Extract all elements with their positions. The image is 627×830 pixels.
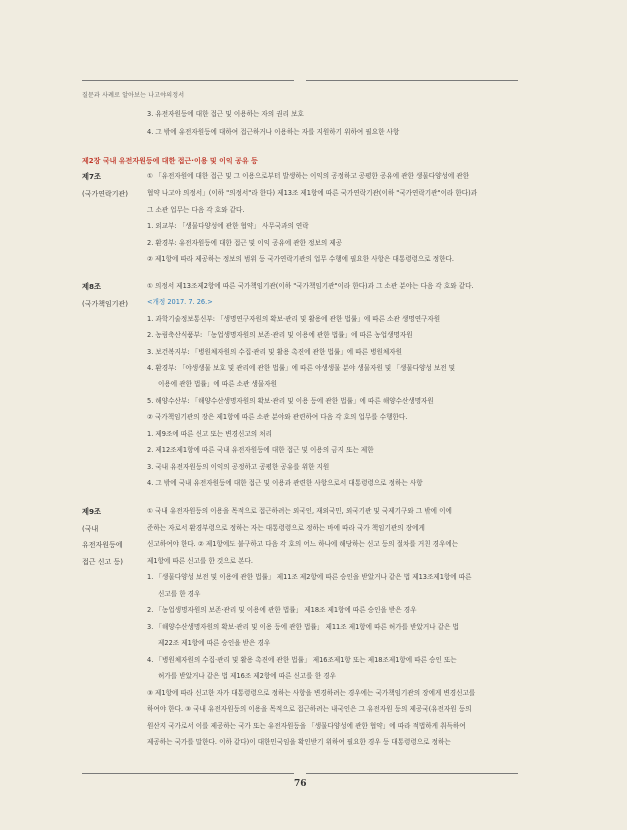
chapter-title: 제2장 국내 유전자원등에 대한 접근·이용 및 이익 공유 등	[82, 157, 258, 165]
article-9-line: 허가를 받았거나 같은 법 제16조 제2항에 따른 신고를 한 경우	[158, 672, 336, 680]
intro-line: 3. 유전자원등에 대한 접근 및 이용하는 자의 권리 보호	[147, 110, 304, 118]
article-8-line: 이용에 관한 법률」에 따른 소관 생물자원	[158, 380, 277, 388]
article-9-line: 준하는 자로서 환경부령으로 정하는 자는 대통령령으로 정하는 바에 따라 국가 책임기관의 장에게	[147, 524, 425, 532]
running-header: 질문과 사례로 알아보는 나고야의정서	[82, 92, 185, 99]
article-8-line: 4. 환경부: 「야생생물 보호 및 관리에 관한 법률」에 따른 야생생물 분야 생물자원 및 「생물다양성 보전 및	[147, 364, 456, 372]
article-7-line: 1. 외교부: 「생물다양성에 관한 협약」 사무국과의 연락	[147, 222, 309, 230]
article-8-line: 2. 농림축산식품부: 「농업생명자원의 보존·관리 및 이용에 관한 법률」에 따른 농업생명자원	[147, 331, 413, 339]
article-8-line: ② 국가책임기관의 장은 제1항에 따른 소관 분야와 관련하여 다음 각 호의 업무를 수행한다.	[147, 413, 408, 421]
article-9-line: 신고를 한 경우	[158, 590, 201, 598]
header-rule-left	[82, 80, 294, 81]
article-7-line: 2. 환경부: 유전자원등에 대한 접근 및 이익 공유에 관한 정보의 제공	[147, 239, 343, 247]
article-9-line: 신고하여야 한다. ② 제1항에도 불구하고 다음 각 호의 어느 하나에 해당하는 신고 등의 절차를 거친 경우에는	[147, 540, 459, 548]
article-8-number: 제8조	[82, 282, 101, 291]
article-9-label: 유전자원등에	[82, 541, 123, 549]
article-9-line: 원산지 국가로서 이를 제공하는 국가 또는 유전자원등을 「생물다양성에 관한 협약」에 따라 적법하게 취득하여	[147, 722, 466, 730]
article-9-line: 4. 「병원체자원의 수집·관리 및 활용 촉진에 관한 법률」 제16조제1항 또는 제18조제1항에 따른 승인 또는	[147, 656, 457, 664]
revision-note: <개정 2017. 7. 26.>	[147, 298, 213, 306]
article-7-line: 그 소관 업무는 다음 각 호와 같다.	[147, 206, 245, 214]
article-8-label: (국가책임기관)	[82, 300, 129, 308]
article-7-line: 협약 나고야 의정서」(이하 "의정서"라 한다) 제13조 제1항에 따른 국가연락기관(이하 "국가연락기관"이라 한다)과	[147, 189, 478, 197]
article-9-line: ① 국내 유전자원등의 이용을 목적으로 접근하려는 외국인, 재외국민, 외국기관 및 국제기구와 그 밖에 이에	[147, 507, 452, 515]
article-9-label: 접근 신고 등)	[82, 558, 123, 566]
article-8-line: ① 의정서 제13조제2항에 따른 국가책임기관(이하 "국가책임기관"이라 한다)과 그 소관 분야는 다음 각 호와 같다.	[147, 282, 474, 290]
article-8-line: 4. 그 밖에 국내 유전자원등에 대한 접근 및 이용과 관련한 사항으로서 대통령령으로 정하는 사항	[147, 479, 423, 487]
article-9-line: 제공하는 국가를 말한다. 이하 같다)이 대한민국임을 확인받기 위하여 필요한 경우 등 대통령령으로 정하는	[147, 738, 451, 746]
article-7-label: (국가연락기관)	[82, 190, 129, 198]
article-8-line: 2. 제12조제1항에 따른 국내 유전자원등에 대한 접근 및 이용의 금지 또는 제한	[147, 446, 374, 454]
article-7-number: 제7조	[82, 172, 101, 181]
intro-line: 4. 그 밖에 유전자원등에 대하여 접근하거나 이용하는 자를 지원하기 위하여 필요한 사항	[147, 128, 400, 136]
article-9-line: 1. 「생물다양성 보전 및 이용에 관한 법률」 제11조 제2항에 따른 승인을 받았거나 같은 법 제13조제1항에 따른	[147, 573, 472, 581]
header-rule-right	[306, 80, 518, 81]
page-number: 76	[294, 779, 307, 789]
article-9-line: 제22조 제1항에 따른 승인을 받은 경우	[158, 639, 271, 647]
article-8-line: 1. 과학기술정보통신부: 「생명연구자원의 확보·관리 및 활용에 관한 법률」에 따른 소관 생명연구자원	[147, 315, 441, 323]
article-8-line: 5. 해양수산부: 「해양수산생명자원의 확보·관리 및 이용 등에 관한 법률」에 따른 해양수산생명자원	[147, 397, 434, 405]
article-8-line: 3. 국내 유전자원등의 이익의 공정하고 공평한 공유를 위한 지원	[147, 463, 330, 471]
article-9-line: ③ 제1항에 따라 신고한 자가 대통령령으로 정하는 사항을 변경하려는 경우에는 국가책임기관의 장에게 변경신고를	[147, 689, 476, 697]
article-9-line: 하여야 한다. ③ 국내 유전자원등의 이용을 목적으로 접근하려는 내국인은 그 유전자원 등의 제공국(유전자원 등의	[147, 705, 472, 713]
article-8-line: 3. 보건복지부: 「병원체자원의 수집·관리 및 활용 촉진에 관한 법률」에 따른 병원체자원	[147, 348, 402, 356]
article-9-line: 제1항에 따른 신고를 한 것으로 본다.	[147, 557, 253, 565]
footer-rule-left	[82, 773, 294, 774]
article-9-label: (국내	[82, 525, 99, 533]
article-9-line: 3. 「해양수산생명자원의 확보·관리 및 이용 등에 관한 법률」 제11조 제1항에 따른 허가를 받았거나 같은 법	[147, 623, 459, 631]
article-9-line: 2. 「농업생명자원의 보존·관리 및 이용에 관한 법률」 제18조 제1항에 따른 승인을 받은 경우	[147, 606, 417, 614]
article-8-line: 1. 제9조에 따른 신고 또는 변경신고의 처리	[147, 430, 272, 438]
footer-rule-right	[306, 773, 518, 774]
article-7-line: ② 제1항에 따라 제공하는 정보의 범위 등 국가연락기관의 업무 수행에 필요한 사항은 대통령령으로 정한다.	[147, 255, 454, 263]
article-7-line: ① 「유전자원에 대한 접근 및 그 이용으로부터 발생하는 이익의 공정하고 공평한 공유에 관한 생물다양성에 관한	[147, 172, 470, 180]
article-9-number: 제9조	[82, 507, 101, 516]
